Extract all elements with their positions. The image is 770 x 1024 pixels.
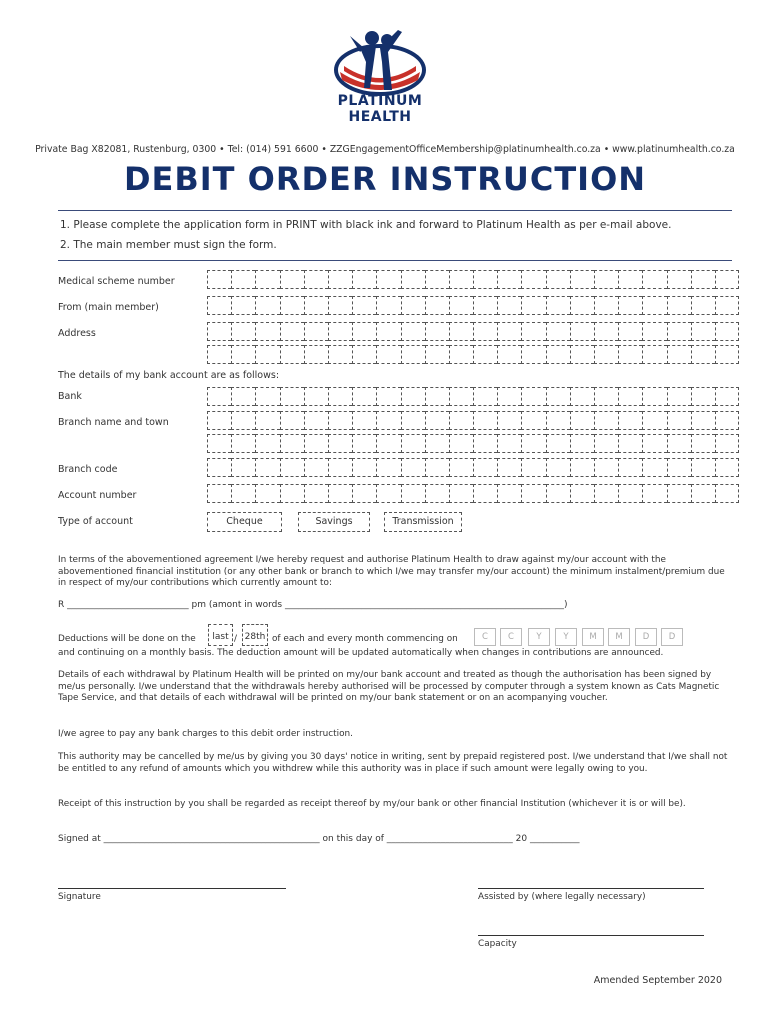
char-box[interactable] [642, 322, 666, 341]
char-box[interactable] [618, 458, 642, 477]
char-box[interactable] [376, 322, 400, 341]
char-box[interactable] [376, 411, 400, 430]
char-box[interactable] [473, 411, 497, 430]
char-box[interactable] [207, 296, 231, 315]
char-box[interactable] [642, 387, 666, 406]
char-box[interactable] [570, 411, 594, 430]
char-box[interactable] [618, 484, 642, 503]
char-box[interactable] [304, 270, 328, 289]
char-box[interactable] [594, 322, 618, 341]
char-box[interactable] [473, 434, 497, 453]
char-box[interactable] [352, 411, 376, 430]
account-number-boxes[interactable] [207, 484, 739, 503]
char-box[interactable] [401, 484, 425, 503]
char-box[interactable] [594, 411, 618, 430]
agreement-paragraph: In terms of the abovementioned agreement I/we hereby request and authorise Platinum Health to draw against my/our account with the abovementioned financial institution (or any other bank or branch to which I/we may transfer my/our account) the minimum instalment/premium due in respect of my/our contributions which currently amount to: [58, 555, 725, 588]
char-box[interactable] [207, 270, 231, 289]
date-box[interactable]: M [582, 628, 604, 646]
char-box[interactable] [594, 387, 618, 406]
char-box[interactable] [401, 411, 425, 430]
char-box[interactable] [255, 484, 279, 503]
scheme-number-boxes[interactable] [207, 270, 739, 289]
char-box[interactable] [642, 434, 666, 453]
char-box[interactable] [255, 322, 279, 341]
deductions-text-2: of each and every month commencing on [272, 634, 458, 644]
label-from: From (main member) [58, 302, 159, 313]
capacity-line[interactable] [478, 935, 704, 936]
char-box[interactable] [715, 387, 739, 406]
char-box[interactable] [521, 484, 545, 503]
capacity-label: Capacity [478, 939, 517, 949]
char-box[interactable] [207, 484, 231, 503]
char-box[interactable] [546, 270, 570, 289]
char-box[interactable] [401, 387, 425, 406]
char-box[interactable] [425, 434, 449, 453]
char-box[interactable] [425, 270, 449, 289]
char-box[interactable] [521, 411, 545, 430]
deduction-28th-option[interactable]: 28th [242, 624, 268, 646]
char-box[interactable] [376, 434, 400, 453]
char-box[interactable] [449, 322, 473, 341]
char-box[interactable] [449, 411, 473, 430]
deduction-last-option[interactable]: last [208, 624, 233, 646]
char-box[interactable] [497, 434, 521, 453]
char-box[interactable] [328, 387, 352, 406]
char-box[interactable] [594, 458, 618, 477]
char-box[interactable] [207, 387, 231, 406]
char-box[interactable] [328, 458, 352, 477]
divider [58, 260, 732, 261]
cancellation-paragraph: This authority may be cancelled by me/us by giving you 30 days' notice in writing, sent by prepaid registered post. I/we understand that I/we shall not be entitled to any refund of amounts which you withdrew while this authority was in place if such amount were legally owing to you. [58, 752, 728, 774]
branch-name-boxes-2[interactable] [207, 434, 739, 453]
bank-boxes[interactable] [207, 387, 739, 406]
label-scheme-number: Medical scheme number [58, 276, 175, 287]
char-box[interactable] [207, 434, 231, 453]
char-box[interactable] [667, 296, 691, 315]
char-box[interactable] [594, 484, 618, 503]
date-box[interactable]: C [474, 628, 496, 646]
char-box[interactable] [715, 411, 739, 430]
char-box[interactable] [207, 322, 231, 341]
char-box[interactable] [231, 345, 255, 364]
account-type-cheque[interactable]: Cheque [207, 512, 282, 532]
char-box[interactable] [570, 458, 594, 477]
signature-label: Signature [58, 892, 101, 902]
char-box[interactable] [401, 296, 425, 315]
char-box[interactable] [304, 322, 328, 341]
char-box[interactable] [328, 322, 352, 341]
page-title: DEBIT ORDER INSTRUCTION [123, 160, 647, 198]
char-box[interactable] [304, 345, 328, 364]
char-box[interactable] [473, 458, 497, 477]
char-box[interactable] [691, 484, 715, 503]
char-box[interactable] [715, 270, 739, 289]
char-box[interactable] [570, 345, 594, 364]
char-box[interactable] [207, 411, 231, 430]
char-box[interactable] [570, 434, 594, 453]
char-box[interactable] [691, 458, 715, 477]
char-box[interactable] [328, 434, 352, 453]
char-box[interactable] [618, 322, 642, 341]
divider [58, 210, 732, 211]
char-box[interactable] [473, 270, 497, 289]
char-box[interactable] [401, 270, 425, 289]
char-box[interactable] [280, 411, 304, 430]
char-box[interactable] [255, 411, 279, 430]
char-box[interactable] [255, 345, 279, 364]
date-box[interactable]: D [661, 628, 683, 646]
char-box[interactable] [715, 322, 739, 341]
char-box[interactable] [280, 296, 304, 315]
deductions-continuation: and continuing on a monthly basis. The deduction amount will be updated automatically when changes in contributions are announced. [58, 648, 664, 658]
address-boxes-1[interactable] [207, 322, 739, 341]
char-box[interactable] [642, 345, 666, 364]
char-box[interactable] [570, 484, 594, 503]
char-box[interactable] [570, 387, 594, 406]
char-box[interactable] [618, 387, 642, 406]
char-box[interactable] [521, 434, 545, 453]
char-box[interactable] [280, 434, 304, 453]
char-box[interactable] [642, 296, 666, 315]
char-box[interactable] [497, 270, 521, 289]
char-box[interactable] [570, 322, 594, 341]
char-box[interactable] [352, 270, 376, 289]
char-box[interactable] [667, 322, 691, 341]
char-box[interactable] [231, 296, 255, 315]
char-box[interactable] [425, 458, 449, 477]
char-box[interactable] [231, 458, 255, 477]
char-box[interactable] [425, 296, 449, 315]
char-box[interactable] [352, 322, 376, 341]
char-box[interactable] [255, 270, 279, 289]
char-box[interactable] [449, 434, 473, 453]
char-box[interactable] [715, 296, 739, 315]
char-box[interactable] [352, 387, 376, 406]
account-type-savings[interactable]: Savings [298, 512, 370, 532]
deduction-separator: / [234, 634, 237, 644]
char-box[interactable] [546, 387, 570, 406]
char-box[interactable] [207, 458, 231, 477]
char-box[interactable] [304, 387, 328, 406]
deductions-text: Deductions will be done on the [58, 634, 196, 644]
char-box[interactable] [231, 484, 255, 503]
char-box[interactable] [425, 484, 449, 503]
amended-date: Amended September 2020 [593, 975, 722, 986]
signed-at-line[interactable]: Signed at ________________________________________________ on this day of ____________________________ 20 ___________ [58, 834, 580, 844]
char-box[interactable] [715, 458, 739, 477]
char-box[interactable] [401, 434, 425, 453]
amount-line[interactable]: R ___________________________ pm (amont in words ______________________________________________________________) [58, 600, 568, 610]
char-box[interactable] [594, 434, 618, 453]
char-box[interactable] [280, 484, 304, 503]
char-box[interactable] [521, 270, 545, 289]
char-box[interactable] [691, 322, 715, 341]
branch-code-boxes[interactable] [207, 458, 739, 477]
char-box[interactable] [618, 270, 642, 289]
char-box[interactable] [642, 458, 666, 477]
char-box[interactable] [376, 484, 400, 503]
char-box[interactable] [328, 296, 352, 315]
char-box[interactable] [473, 296, 497, 315]
char-box[interactable] [521, 322, 545, 341]
char-box[interactable] [304, 434, 328, 453]
char-box[interactable] [304, 411, 328, 430]
char-box[interactable] [449, 458, 473, 477]
char-box[interactable] [231, 411, 255, 430]
char-box[interactable] [667, 387, 691, 406]
char-box[interactable] [691, 411, 715, 430]
label-account-type: Type of account [58, 516, 133, 527]
char-box[interactable] [594, 270, 618, 289]
char-box[interactable] [473, 484, 497, 503]
char-box[interactable] [618, 296, 642, 315]
char-box[interactable] [546, 345, 570, 364]
char-box[interactable] [497, 411, 521, 430]
char-box[interactable] [425, 345, 449, 364]
char-box[interactable] [328, 345, 352, 364]
char-box[interactable] [521, 345, 545, 364]
receipt-paragraph: Receipt of this instruction by you shall be regarded as receipt thereof by my/our bank or other financial Institution (whichever it is or will be). [58, 799, 686, 809]
label-account-number: Account number [58, 490, 137, 501]
char-box[interactable] [401, 345, 425, 364]
char-box[interactable] [231, 270, 255, 289]
label-address: Address [58, 328, 96, 339]
char-box[interactable] [255, 434, 279, 453]
char-box[interactable] [546, 322, 570, 341]
char-box[interactable] [401, 458, 425, 477]
char-box[interactable] [618, 345, 642, 364]
char-box[interactable] [546, 484, 570, 503]
date-box[interactable]: Y [555, 628, 577, 646]
char-box[interactable] [594, 345, 618, 364]
char-box[interactable] [352, 458, 376, 477]
char-box[interactable] [280, 458, 304, 477]
char-box[interactable] [497, 345, 521, 364]
char-box[interactable] [618, 434, 642, 453]
char-box[interactable] [691, 270, 715, 289]
instruction-2: 2. The main member must sign the form. [60, 239, 277, 251]
char-box[interactable] [425, 387, 449, 406]
char-box[interactable] [642, 484, 666, 503]
instruction-1: 1. Please complete the application form in PRINT with black ink and forward to Platinum Health as per e-mail above. [60, 219, 672, 231]
date-box[interactable]: Y [528, 628, 550, 646]
char-box[interactable] [497, 296, 521, 315]
char-box[interactable] [667, 411, 691, 430]
char-box[interactable] [715, 434, 739, 453]
char-box[interactable] [304, 458, 328, 477]
char-box[interactable] [667, 434, 691, 453]
char-box[interactable] [594, 296, 618, 315]
char-box[interactable] [497, 458, 521, 477]
char-box[interactable] [546, 411, 570, 430]
char-box[interactable] [280, 345, 304, 364]
char-box[interactable] [667, 345, 691, 364]
label-branch-name: Branch name and town [58, 417, 169, 428]
char-box[interactable] [207, 345, 231, 364]
char-box[interactable] [352, 345, 376, 364]
label-branch-code: Branch code [58, 464, 118, 475]
char-box[interactable] [473, 345, 497, 364]
assisted-signature-line[interactable] [478, 888, 704, 889]
char-box[interactable] [352, 296, 376, 315]
char-box[interactable] [231, 434, 255, 453]
label-bank: Bank [58, 391, 82, 402]
char-box[interactable] [449, 270, 473, 289]
char-box[interactable] [521, 296, 545, 315]
char-box[interactable] [280, 270, 304, 289]
withdrawal-paragraph: Details of each withdrawal by Platinum Health will be printed on my/our bank account and treated as though the authorisation has been signed by me/us personally. I/we understand that the withdrawals hereby authorised will be processed by computer through a system known as Cats Magnetic Tape Service, and that details of each withdrawal will be printed on my/our bank statement or on an acompanying voucher. [58, 670, 720, 703]
char-box[interactable] [255, 387, 279, 406]
char-box[interactable] [570, 296, 594, 315]
char-box[interactable] [691, 296, 715, 315]
date-box[interactable]: C [500, 628, 522, 646]
char-box[interactable] [449, 484, 473, 503]
charges-paragraph: I/we agree to pay any bank charges to this debit order instruction. [58, 729, 353, 739]
char-box[interactable] [497, 484, 521, 503]
char-box[interactable] [497, 322, 521, 341]
char-box[interactable] [280, 322, 304, 341]
signature-line[interactable] [58, 888, 286, 889]
char-box[interactable] [449, 345, 473, 364]
char-box[interactable] [546, 434, 570, 453]
char-box[interactable] [715, 345, 739, 364]
char-box[interactable] [231, 387, 255, 406]
char-box[interactable] [376, 345, 400, 364]
char-box[interactable] [715, 484, 739, 503]
char-box[interactable] [449, 387, 473, 406]
char-box[interactable] [376, 387, 400, 406]
char-box[interactable] [376, 270, 400, 289]
char-box[interactable] [449, 296, 473, 315]
assisted-label: Assisted by (where legally necessary) [478, 892, 646, 902]
date-box[interactable]: D [635, 628, 657, 646]
char-box[interactable] [473, 387, 497, 406]
char-box[interactable] [304, 296, 328, 315]
char-box[interactable] [691, 387, 715, 406]
char-box[interactable] [352, 434, 376, 453]
char-box[interactable] [546, 458, 570, 477]
date-box[interactable]: M [608, 628, 630, 646]
char-box[interactable] [401, 322, 425, 341]
char-box[interactable] [352, 484, 376, 503]
char-box[interactable] [521, 387, 545, 406]
address-boxes-2[interactable] [207, 345, 739, 364]
char-box[interactable] [570, 270, 594, 289]
char-box[interactable] [280, 387, 304, 406]
label-bank-intro: The details of my bank account are as follows: [58, 370, 280, 381]
logo-wordmark: PLATINUM HEALTH [337, 93, 423, 125]
from-boxes[interactable] [207, 296, 739, 315]
char-box[interactable] [328, 270, 352, 289]
char-box[interactable] [667, 458, 691, 477]
char-box[interactable] [546, 296, 570, 315]
account-type-transmission[interactable]: Transmission [384, 512, 462, 532]
char-box[interactable] [691, 434, 715, 453]
char-box[interactable] [376, 296, 400, 315]
char-box[interactable] [425, 322, 449, 341]
char-box[interactable] [667, 270, 691, 289]
char-box[interactable] [667, 484, 691, 503]
contact-details: Private Bag X82081, Rustenburg, 0300 • Tel: (014) 591 6600 • ZZGEngagementOfficeMembership@platinumhealth.co.za • www.platinumhealth.co.za [35, 144, 735, 155]
char-box[interactable] [255, 458, 279, 477]
char-box[interactable] [425, 411, 449, 430]
char-box[interactable] [691, 345, 715, 364]
char-box[interactable] [473, 322, 497, 341]
char-box[interactable] [255, 296, 279, 315]
char-box[interactable] [642, 411, 666, 430]
char-box[interactable] [328, 411, 352, 430]
char-box[interactable] [618, 411, 642, 430]
char-box[interactable] [521, 458, 545, 477]
char-box[interactable] [642, 270, 666, 289]
char-box[interactable] [304, 484, 328, 503]
char-box[interactable] [376, 458, 400, 477]
branch-name-boxes-1[interactable] [207, 411, 739, 430]
char-box[interactable] [231, 322, 255, 341]
char-box[interactable] [497, 387, 521, 406]
char-box[interactable] [328, 484, 352, 503]
